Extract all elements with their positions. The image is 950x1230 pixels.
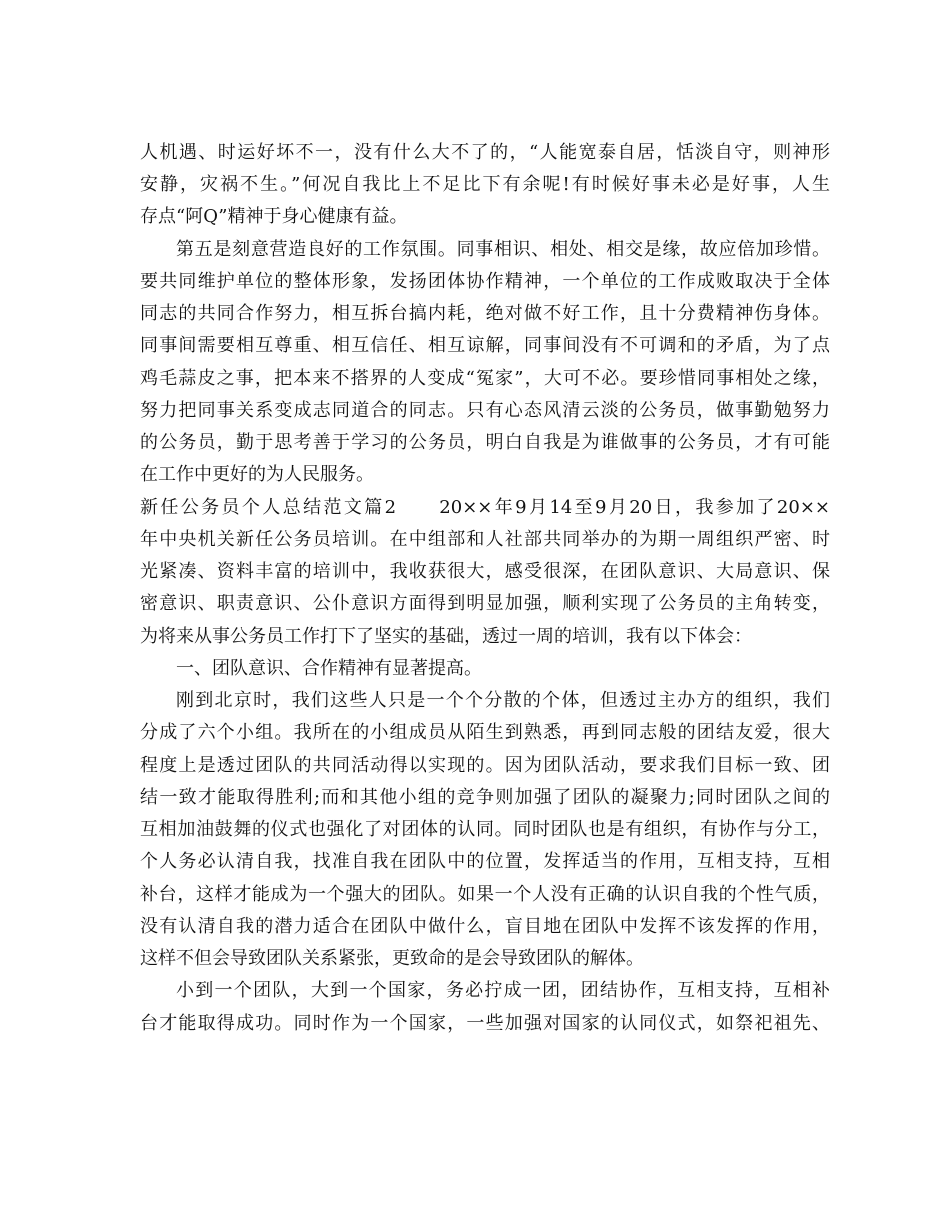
text-line: 台才能取得成功。同时作为一个国家，一些加强对国家的认同仪式，如祭祀祖先、 [140, 1013, 830, 1034]
text-line: 安静，灾祸不生。”何况自我比上不足比下有余呢!有时候好事未必是好事，人生 [140, 174, 830, 195]
text-line: 光紧凑、资料丰富的培训中，我收获很大，感受很深，在团队意识、大局意识、保 [140, 561, 830, 582]
text-line: 存点“阿Q”精神于身心健康有益。 [140, 206, 408, 227]
text-line: 同志的共同合作努力，相互拆台搞内耗，绝对做不好工作，且十分费精神伤身体。 [140, 303, 830, 324]
text-line: 结一致才能取得胜利;而和其他小组的竞争则加强了团队的凝聚力;同时团队之间的 [140, 787, 830, 808]
text-line: 努力把同事关系变成志同道合的同志。只有心态风清云淡的公务员，做事勤勉努力 [140, 400, 830, 421]
text-line: 小到一个团队，大到一个国家，务必拧成一团，团结协作，互相支持，互相补 [176, 980, 830, 1001]
text-line: 要共同维护单位的整体形象，发扬团体协作精神，一个单位的工作成败取决于全体 [140, 271, 830, 292]
section-heading-line: 新任公务员个人总结范文篇2 20××年9月14至9月20日，我参加了20×× [140, 497, 830, 518]
text-line: 个人务必认清自我，找准自我在团队中的位置，发挥适当的作用，互相支持，互相 [140, 851, 830, 872]
text-line: 刚到北京时，我们这些人只是一个个分散的个体，但透过主办方的组织，我们 [176, 690, 830, 711]
text-line: 年中央机关新任公务员培训。在中组部和人社部共同举办的为期一周组织严密、时 [140, 529, 830, 550]
text-line: 分成了六个小组。我所在的小组成员从陌生到熟悉，再到同志般的团结友爱，很大 [140, 722, 830, 743]
text-line: 的公务员，勤于思考善于学习的公务员，明白自我是为谁做事的公务员，才有可能 [140, 432, 830, 453]
text-line: 密意识、职责意识、公仆意识方面得到明显加强，顺利实现了公务员的主角转变， [140, 593, 830, 614]
text-line: 第五是刻意营造良好的工作氛围。同事相识、相处、相交是缘，故应倍加珍惜。 [176, 239, 830, 260]
text-line: 人机遇、时运好坏不一，没有什么大不了的，“人能宽泰自居，恬淡自守，则神形 [140, 142, 830, 163]
text-line: 在工作中更好的为人民服务。 [140, 464, 374, 485]
text-line: 互相加油鼓舞的仪式也强化了对团体的认同。同时团队也是有组织，有协作与分工， [140, 819, 830, 840]
text-line: 同事间需要相互尊重、相互信任、相互谅解，同事间没有不可调和的矛盾，为了点 [140, 335, 830, 356]
text-line: 鸡毛蒜皮之事，把本来不搭界的人变成“冤家”，大可不必。要珍惜同事相处之缘， [140, 368, 830, 389]
text-line: 为将来从事公务员工作打下了坚实的基础，透过一周的培训，我有以下体会： [140, 626, 752, 647]
text-line: 没有认清自我的潜力适合在团队中做什么，盲目地在团队中发挥不该发挥的作用， [140, 916, 830, 937]
subheading-line: 一、团队意识、合作精神有显著提高。 [176, 658, 482, 679]
text-line: 这样不但会导致团队关系紧张，更致命的是会导致团队的解体。 [140, 948, 644, 969]
text-line: 程度上是透过团队的共同活动得以实现的。因为团队活动，要求我们目标一致、团 [140, 755, 830, 776]
text-line: 补台，这样才能成为一个强大的团队。如果一个人没有正确的认识自我的个性气质， [140, 884, 830, 905]
